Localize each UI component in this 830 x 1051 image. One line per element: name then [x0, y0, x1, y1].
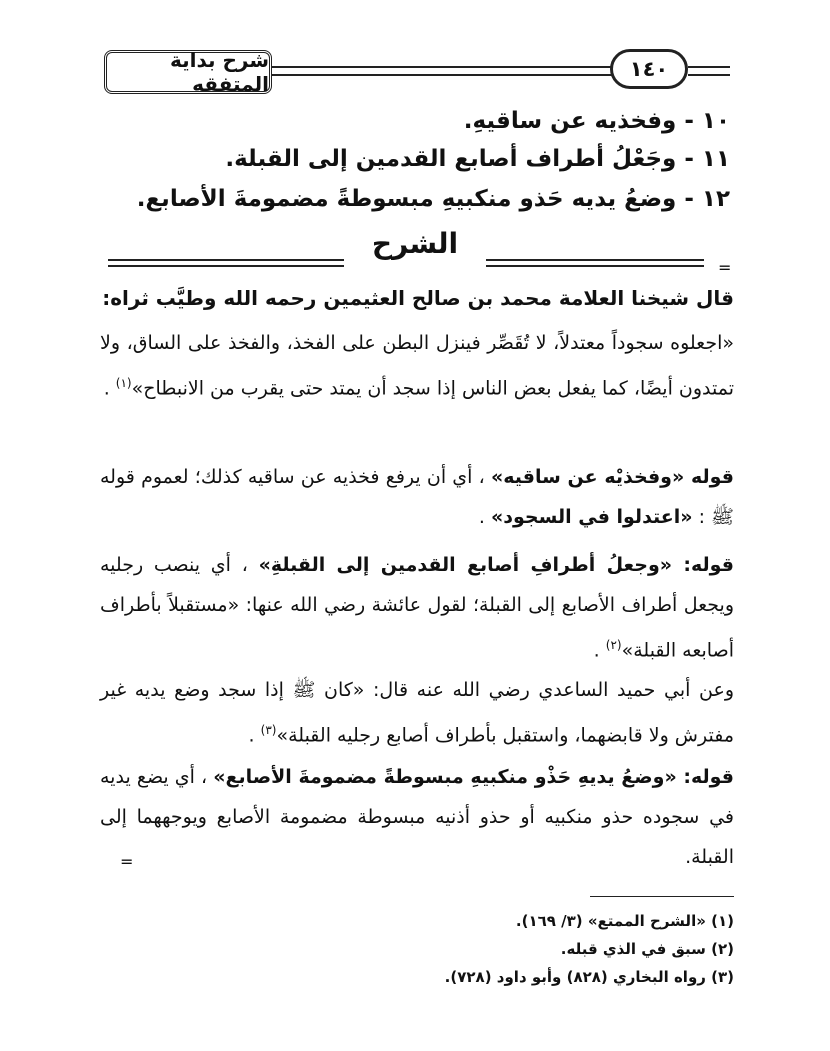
section-rule-right	[486, 259, 704, 267]
section-mark: =	[718, 258, 732, 277]
matn-line-12: ١٢ - وضعُ يديه حَذو منكبيهِ مبسوطةً مضمومةَ الأصابع.	[136, 186, 730, 212]
footnote-2: (٢) سبق في الذي قبله.	[560, 940, 734, 958]
commentary-toes	[100, 545, 734, 670]
commentary-thighs	[100, 457, 734, 537]
matn-line-11: ١١ - وجَعْلُ أطراف أصابع القدمين إلى القبلة.	[225, 146, 730, 172]
intro-line: قال شيخنا العلامة محمد بن صالح العثيمين رحمه الله وطيَّب ثراه:	[102, 286, 734, 310]
section-title: الشرح	[371, 227, 459, 260]
commentary-hands-text: ، أي يضع يديه في سجوده حذو منكبيه أو حذو أذنيه مبسوطة مضمومة الأصابع ويوجههما إلى القبلة.	[100, 766, 734, 868]
quote-paragraph	[100, 323, 734, 408]
hadith-abu-humaid-end: .	[248, 724, 261, 747]
commentary-thighs-text: ، أي أن يرفع فخذيه عن ساقيه كذلك؛ لعموم قوله ﷺ :	[100, 466, 734, 528]
footnote-ref-2: (٢)	[605, 638, 622, 652]
commentary-thighs-hadith: «اعتدلوا في السجود»	[491, 506, 693, 528]
commentary-toes-end: .	[593, 639, 606, 662]
hadith-abu-humaid-text: وعن أبي حميد الساعدي رضي الله عنه قال: «كان ﷺ إذا سجد وضع يديه غير مفترش ولا قابضهما، واستقبل بأطراف أصابع رجليه القبلة»	[100, 679, 734, 747]
section-rule-left	[108, 259, 344, 267]
footnote-rule	[590, 896, 734, 897]
commentary-hands-lead: قوله: «وضعُ يديهِ حَذْو منكبيهِ مبسوطةً مضمومةَ الأصابع»	[213, 766, 734, 788]
page-number	[610, 49, 688, 89]
quote-text: «اجعلوه سجوداً معتدلاً، لا تُقَصِّر فينزل البطن على الفخذ، والفخذ على الساق، ولا تمتدون أيضًا، كما يفعل بعض الناس إذا سجد أن يمتد حتى يقرب من الانبطاح»	[100, 332, 734, 400]
running-title	[104, 50, 272, 94]
paragraph-end-mark: =	[120, 852, 134, 871]
quote-end: .	[103, 377, 116, 400]
page-number-text: ١٤٠	[629, 57, 669, 81]
footnote-ref-3: (٣)	[260, 723, 277, 737]
footnote-1: (١) «الشرح الممتع» (٣/ ١٦٩).	[515, 912, 734, 930]
commentary-toes-lead: قوله: «وجعلُ أطرافِ أصابع القدمين إلى القبلةِ»	[258, 554, 734, 576]
commentary-thighs-lead: قوله «وفخذيْه عن ساقيه»	[490, 466, 735, 488]
running-title-text: شرح بداية المتفقه	[169, 48, 269, 96]
header-rule	[272, 66, 612, 76]
header-rule-end	[688, 66, 730, 76]
hadith-abu-humaid	[100, 670, 734, 755]
commentary-hands	[100, 757, 734, 877]
commentary-toes-text: ، أي ينصب رجليه ويجعل أطراف الأصابع إلى القبلة؛ لقول عائشة رضي الله عنها: «مستقبلاً بأطراف أصابعه القبلة»	[100, 554, 734, 662]
matn-line-10: ١٠ - وفخذيه عن ساقيهِ.	[463, 108, 730, 134]
commentary-thighs-end: .	[478, 506, 491, 528]
footnote-ref-1: (١)	[115, 376, 132, 390]
footnote-3: (٣) رواه البخاري (٨٢٨) وأبو داود (٧٢٨).	[444, 968, 734, 986]
